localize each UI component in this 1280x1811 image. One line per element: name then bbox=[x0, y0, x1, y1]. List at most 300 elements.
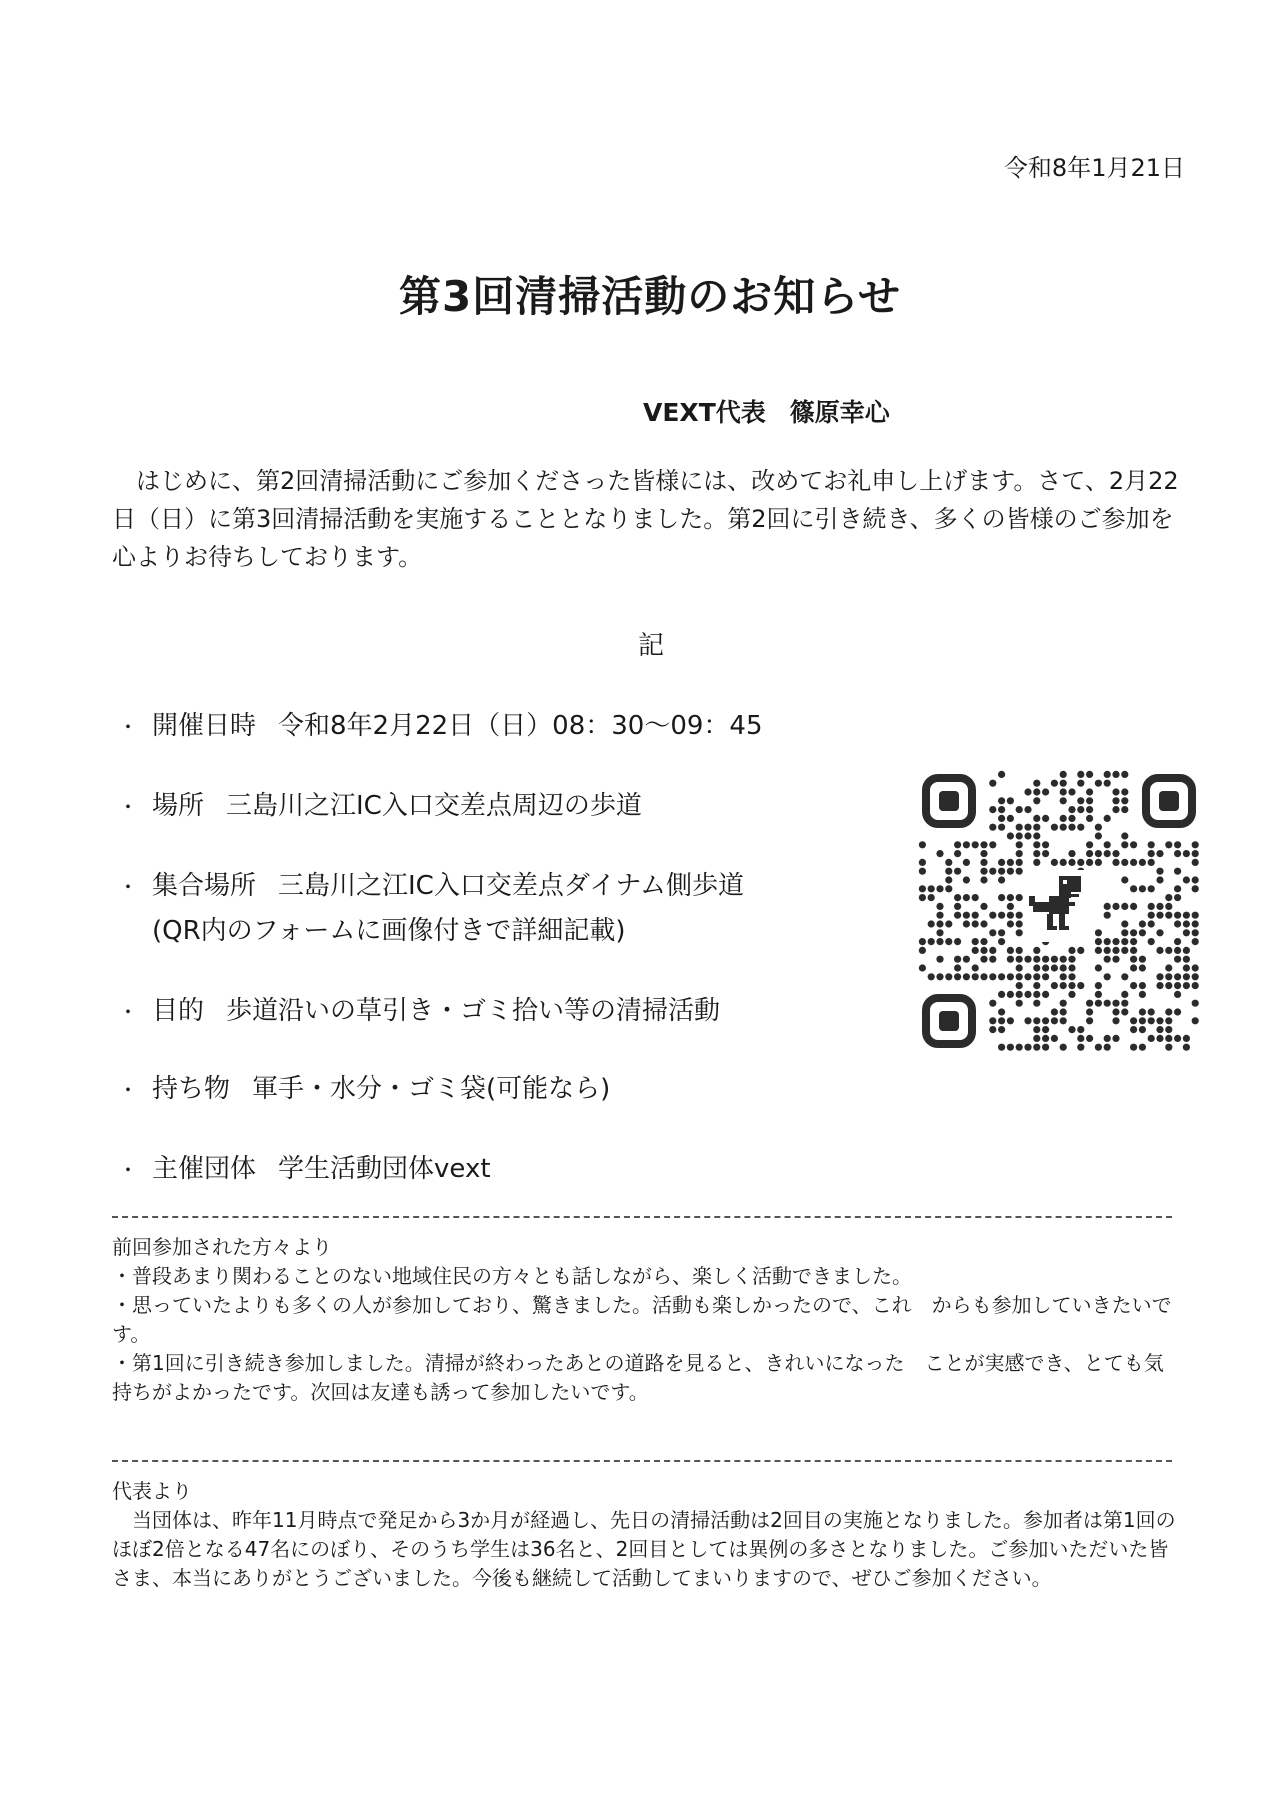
qr-module bbox=[1139, 991, 1146, 998]
qr-module bbox=[919, 885, 926, 892]
qr-module bbox=[963, 894, 970, 901]
detail-label: 集合場所 bbox=[152, 871, 257, 901]
message-body: 当団体は、昨年11月時点で発足から3か月が経過し、先日の清掃活動は2回目の実施となりました。参加者は第1回のほぼ2倍となる47名にのぼり、そのうち学生は36名と、2回目としては異例の多さとなりました。ご参加いただいた皆さま、本当にありがとうございました。今後も継続して活動してまいりますので、ぜひご参加ください。 bbox=[112, 1508, 1176, 1590]
qr-module bbox=[1130, 982, 1137, 989]
qr-module bbox=[1086, 850, 1093, 857]
qr-module bbox=[998, 876, 1005, 883]
qr-module bbox=[1042, 991, 1049, 998]
qr-module bbox=[1042, 1017, 1049, 1024]
qr-module bbox=[980, 903, 987, 910]
qr-module bbox=[1033, 832, 1040, 839]
qr-module bbox=[1112, 771, 1119, 778]
qr-finder-eye bbox=[939, 1011, 959, 1031]
detail-subnote: (QR内のフォームに画像付きで詳細記載) bbox=[152, 916, 626, 946]
qr-module bbox=[1148, 903, 1155, 910]
qr-module bbox=[1156, 850, 1163, 857]
qr-module bbox=[1165, 1026, 1172, 1033]
qr-module bbox=[998, 912, 1005, 919]
qr-module bbox=[1007, 868, 1014, 875]
qr-module bbox=[1077, 1026, 1084, 1033]
qr-module bbox=[1024, 991, 1031, 998]
qr-module bbox=[1183, 1035, 1190, 1042]
qr-module bbox=[1068, 859, 1075, 866]
qr-module bbox=[1024, 973, 1031, 980]
qr-module bbox=[1068, 982, 1075, 989]
qr-module bbox=[1165, 903, 1172, 910]
qr-module bbox=[945, 920, 952, 927]
qr-module bbox=[1033, 1026, 1040, 1033]
qr-module bbox=[1024, 1044, 1031, 1051]
qr-module bbox=[1104, 841, 1111, 848]
qr-module bbox=[1174, 1035, 1181, 1042]
qr-module bbox=[1060, 1000, 1067, 1007]
qr-module bbox=[1130, 841, 1137, 848]
qr-module bbox=[989, 806, 996, 813]
qr-module bbox=[989, 824, 996, 831]
qr-module bbox=[1165, 973, 1172, 980]
detail-label: 場所 bbox=[152, 791, 205, 821]
qr-module bbox=[1016, 841, 1023, 848]
qr-module bbox=[1042, 964, 1049, 971]
qr-module bbox=[1112, 947, 1119, 954]
qr-module bbox=[998, 938, 1005, 945]
qr-module bbox=[1016, 920, 1023, 927]
qr-module bbox=[1033, 973, 1040, 980]
representative-org: VEXT代表 bbox=[643, 398, 766, 427]
qr-module bbox=[1104, 850, 1111, 857]
qr-module bbox=[1192, 938, 1199, 945]
qr-module bbox=[1033, 841, 1040, 848]
qr-module bbox=[1104, 912, 1111, 919]
qr-module bbox=[1060, 956, 1067, 963]
qr-module bbox=[989, 973, 996, 980]
detail-item-organizer bbox=[118, 1148, 491, 1185]
qr-module bbox=[1095, 1044, 1102, 1051]
qr-module bbox=[972, 973, 979, 980]
qr-module bbox=[1007, 1044, 1014, 1051]
qr-module bbox=[1033, 956, 1040, 963]
qr-module bbox=[1130, 885, 1137, 892]
qr-module bbox=[1174, 991, 1181, 998]
qr-module bbox=[1183, 929, 1190, 936]
qr-module bbox=[972, 964, 979, 971]
qr-module bbox=[1007, 912, 1014, 919]
qr-module bbox=[1139, 1017, 1146, 1024]
qr-module bbox=[972, 912, 979, 919]
qr-module bbox=[1095, 938, 1102, 945]
qr-module bbox=[1192, 912, 1199, 919]
document-date: 令和8年1月21日 bbox=[1003, 154, 1185, 182]
qr-module bbox=[1033, 1000, 1040, 1007]
representative bbox=[643, 393, 890, 429]
qr-module bbox=[1183, 920, 1190, 927]
qr-module bbox=[1077, 982, 1084, 989]
qr-module bbox=[998, 1044, 1005, 1051]
qr-module bbox=[1156, 929, 1163, 936]
qr-module bbox=[1051, 1008, 1058, 1015]
qr-module bbox=[1174, 894, 1181, 901]
qr-module bbox=[998, 797, 1005, 804]
qr-module bbox=[1051, 1017, 1058, 1024]
divider bbox=[112, 1460, 1172, 1462]
detail-item-datetime bbox=[118, 705, 763, 742]
qr-module bbox=[1042, 1035, 1049, 1042]
qr-module bbox=[1121, 771, 1128, 778]
qr-module bbox=[1068, 824, 1075, 831]
qr-module bbox=[980, 868, 987, 875]
qr-module bbox=[1033, 991, 1040, 998]
qr-module bbox=[1174, 912, 1181, 919]
qr-module bbox=[1121, 947, 1128, 954]
qr-module bbox=[1024, 832, 1031, 839]
qr-module bbox=[1051, 859, 1058, 866]
bullet: ・ bbox=[118, 795, 138, 819]
qr-module bbox=[1148, 920, 1155, 927]
qr-module bbox=[954, 912, 961, 919]
qr-module bbox=[1165, 1044, 1172, 1051]
qr-module bbox=[1121, 788, 1128, 795]
qr-module bbox=[1148, 912, 1155, 919]
qr-module bbox=[1007, 956, 1014, 963]
qr-module bbox=[1139, 982, 1146, 989]
qr-module bbox=[1156, 1017, 1163, 1024]
qr-module bbox=[919, 964, 926, 971]
qr-module bbox=[1060, 973, 1067, 980]
detail-value: 軍手・水分・ゴミ袋(可能なら) bbox=[252, 1074, 611, 1104]
qr-module bbox=[1112, 956, 1119, 963]
qr-module bbox=[1165, 1008, 1172, 1015]
qr-module bbox=[1095, 929, 1102, 936]
qr-module bbox=[1192, 841, 1199, 848]
qr-module bbox=[1077, 824, 1084, 831]
qr-module bbox=[1156, 903, 1163, 910]
qr-module bbox=[1112, 859, 1119, 866]
qr-module bbox=[1156, 876, 1163, 883]
qr-module bbox=[1095, 832, 1102, 839]
qr-module bbox=[1016, 1044, 1023, 1051]
qr-module bbox=[936, 912, 943, 919]
qr-module bbox=[1104, 771, 1111, 778]
qr-module bbox=[1104, 973, 1111, 980]
qr-module bbox=[1156, 868, 1163, 875]
qr-module bbox=[1060, 964, 1067, 971]
qr-module bbox=[989, 912, 996, 919]
detail-label: 目的 bbox=[152, 996, 205, 1026]
qr-module bbox=[1192, 1017, 1199, 1024]
qr-module bbox=[1042, 815, 1049, 822]
qr-module bbox=[1086, 797, 1093, 804]
feedback-heading: 前回参加された方々より bbox=[112, 1235, 332, 1259]
message-section bbox=[112, 1477, 1182, 1593]
detail-label: 主催団体 bbox=[152, 1154, 257, 1184]
qr-module bbox=[1095, 850, 1102, 857]
qr-module bbox=[1121, 920, 1128, 927]
qr-module bbox=[1042, 841, 1049, 848]
bullet: ・ bbox=[118, 1158, 138, 1182]
qr-module bbox=[954, 894, 961, 901]
qr-module bbox=[1130, 903, 1137, 910]
qr-module bbox=[1077, 771, 1084, 778]
qr-module bbox=[1183, 850, 1190, 857]
qr-module bbox=[1068, 788, 1075, 795]
qr-module bbox=[1104, 956, 1111, 963]
qr-module bbox=[1165, 841, 1172, 848]
feedback-comment: ・思っていたよりも多くの人が参加しており、驚きました。活動も楽しかったので、これ からも参加していきたいです。 bbox=[112, 1293, 1172, 1346]
qr-module bbox=[1121, 903, 1128, 910]
qr-module bbox=[1174, 885, 1181, 892]
qr-module bbox=[1165, 964, 1172, 971]
qr-module bbox=[1007, 947, 1014, 954]
qr-module bbox=[1130, 929, 1137, 936]
qr-module bbox=[998, 815, 1005, 822]
qr-module bbox=[954, 938, 961, 945]
page-title: 第3回清掃活動のお知らせ bbox=[399, 272, 901, 321]
qr-module bbox=[963, 859, 970, 866]
qr-module bbox=[1104, 1044, 1111, 1051]
qr-module bbox=[1139, 956, 1146, 963]
qr-module bbox=[1130, 956, 1137, 963]
qr-module bbox=[998, 806, 1005, 813]
qr-module bbox=[1033, 964, 1040, 971]
qr-module bbox=[1095, 982, 1102, 989]
qr-module bbox=[1139, 1044, 1146, 1051]
qr-module bbox=[1156, 1035, 1163, 1042]
qr-module bbox=[1192, 1000, 1199, 1007]
qr-module bbox=[1112, 797, 1119, 804]
qr-module bbox=[1148, 1008, 1155, 1015]
qr-module bbox=[1051, 1035, 1058, 1042]
qr-module bbox=[1121, 806, 1128, 813]
qr-module bbox=[1148, 1017, 1155, 1024]
qr-module bbox=[936, 885, 943, 892]
qr-module bbox=[1192, 859, 1199, 866]
qr-module bbox=[1148, 885, 1155, 892]
qr-module bbox=[1033, 1044, 1040, 1051]
detail-item-place bbox=[118, 785, 642, 822]
qr-module bbox=[1174, 938, 1181, 945]
qr-module bbox=[1033, 982, 1040, 989]
qr-module bbox=[1016, 859, 1023, 866]
qr-module bbox=[1007, 1017, 1014, 1024]
qr-module bbox=[1042, 956, 1049, 963]
qr-module bbox=[989, 1000, 996, 1007]
qr-module bbox=[1060, 824, 1067, 831]
qr-module bbox=[1121, 859, 1128, 866]
qr-module bbox=[1086, 788, 1093, 795]
qr-module bbox=[1165, 1017, 1172, 1024]
qr-module bbox=[1112, 850, 1119, 857]
qr-module bbox=[998, 771, 1005, 778]
qr-module bbox=[1068, 964, 1075, 971]
qr-module bbox=[919, 938, 926, 945]
qr-module bbox=[1130, 1026, 1137, 1033]
qr-module bbox=[1112, 1035, 1119, 1042]
qr-module bbox=[998, 1026, 1005, 1033]
detail-item-purpose bbox=[118, 990, 720, 1027]
detail-item-meeting-place bbox=[118, 865, 744, 947]
qr-module bbox=[1086, 771, 1093, 778]
qr-module bbox=[1086, 1008, 1093, 1015]
qr-module bbox=[1033, 850, 1040, 857]
qr-module bbox=[980, 920, 987, 927]
qr-module bbox=[1130, 1017, 1137, 1024]
message-heading: 代表より bbox=[112, 1479, 192, 1503]
qr-module bbox=[998, 859, 1005, 866]
qr-module bbox=[1086, 1000, 1093, 1007]
qr-module bbox=[989, 929, 996, 936]
qr-module bbox=[1192, 850, 1199, 857]
qr-module bbox=[1086, 841, 1093, 848]
qr-module bbox=[1077, 1035, 1084, 1042]
qr-module bbox=[980, 973, 987, 980]
qr-module bbox=[1183, 876, 1190, 883]
qr-module bbox=[1051, 956, 1058, 963]
qr-module bbox=[1104, 1000, 1111, 1007]
qr-module bbox=[1095, 991, 1102, 998]
qr-module bbox=[1024, 806, 1031, 813]
qr-module bbox=[1016, 850, 1023, 857]
qr-module bbox=[928, 885, 935, 892]
qr-module bbox=[1016, 956, 1023, 963]
qr-module bbox=[1112, 938, 1119, 945]
qr-module bbox=[1060, 771, 1067, 778]
detail-value: 三島川之江IC入口交差点周辺の歩道 bbox=[226, 791, 642, 821]
qr-module bbox=[1024, 1017, 1031, 1024]
qr-module bbox=[928, 973, 935, 980]
qr-module bbox=[1156, 1026, 1163, 1033]
qr-module bbox=[1068, 1026, 1075, 1033]
detail-value: 三島川之江IC入口交差点ダイナム側歩道 bbox=[278, 871, 745, 901]
qr-module bbox=[936, 850, 943, 857]
qr-module bbox=[1007, 920, 1014, 927]
qr-module bbox=[1156, 912, 1163, 919]
qr-module bbox=[1016, 1000, 1023, 1007]
qr-module bbox=[1192, 964, 1199, 971]
qr-module bbox=[1033, 780, 1040, 787]
qr-module bbox=[1033, 1017, 1040, 1024]
qr-module bbox=[1192, 929, 1199, 936]
qr-module bbox=[945, 973, 952, 980]
qr-module bbox=[1121, 832, 1128, 839]
qr-module bbox=[1095, 780, 1102, 787]
qr-module bbox=[936, 929, 943, 936]
qr-module bbox=[963, 973, 970, 980]
qr-module bbox=[928, 894, 935, 901]
qr-module bbox=[1033, 788, 1040, 795]
qr-module bbox=[919, 841, 926, 848]
qr-module bbox=[1051, 780, 1058, 787]
qr-module bbox=[972, 920, 979, 927]
qr-module bbox=[1042, 1044, 1049, 1051]
qr-module bbox=[1016, 824, 1023, 831]
qr-module bbox=[963, 956, 970, 963]
qr-module bbox=[954, 964, 961, 971]
qr-module bbox=[1068, 806, 1075, 813]
qr-module bbox=[963, 920, 970, 927]
qr-module bbox=[1068, 815, 1075, 822]
qr-module bbox=[1033, 815, 1040, 822]
qr-module bbox=[954, 903, 961, 910]
qr-module bbox=[1139, 929, 1146, 936]
qr-module bbox=[1139, 1008, 1146, 1015]
qr-module bbox=[1174, 850, 1181, 857]
qr-module bbox=[1024, 956, 1031, 963]
qr-module bbox=[998, 894, 1005, 901]
qr-module bbox=[1112, 806, 1119, 813]
qr-module bbox=[1130, 964, 1137, 971]
qr-module bbox=[1148, 841, 1155, 848]
qr-module bbox=[1060, 1044, 1067, 1051]
qr-module bbox=[963, 912, 970, 919]
qr-module bbox=[989, 1026, 996, 1033]
qr-module bbox=[919, 894, 926, 901]
qr-module bbox=[1130, 1044, 1137, 1051]
qr-module bbox=[1016, 964, 1023, 971]
qr-module bbox=[1077, 806, 1084, 813]
qr-module bbox=[1121, 938, 1128, 945]
qr-module bbox=[1104, 1035, 1111, 1042]
qr-module bbox=[1165, 1035, 1172, 1042]
qr-module bbox=[1183, 973, 1190, 980]
qr-module bbox=[1139, 859, 1146, 866]
qr-module bbox=[1165, 912, 1172, 919]
qr-module bbox=[1007, 797, 1014, 804]
qr-module bbox=[1007, 991, 1014, 998]
qr-module bbox=[1007, 859, 1014, 866]
qr-module bbox=[1016, 912, 1023, 919]
qr-module bbox=[1174, 1008, 1181, 1015]
qr-module bbox=[1042, 788, 1049, 795]
qr-module bbox=[1165, 982, 1172, 989]
qr-module bbox=[1086, 806, 1093, 813]
qr-module bbox=[1192, 920, 1199, 927]
qr-module bbox=[1130, 938, 1137, 945]
qr-module bbox=[980, 859, 987, 866]
qr-module bbox=[1148, 859, 1155, 866]
qr-module bbox=[1033, 1035, 1040, 1042]
qr-module bbox=[1077, 859, 1084, 866]
qr-module bbox=[989, 868, 996, 875]
qr-module bbox=[1095, 824, 1102, 831]
qr-module bbox=[1051, 982, 1058, 989]
qr-module bbox=[1016, 806, 1023, 813]
qr-module bbox=[1104, 903, 1111, 910]
qr-module bbox=[1042, 850, 1049, 857]
qr-module bbox=[954, 973, 961, 980]
qr-module bbox=[1007, 832, 1014, 839]
qr-module bbox=[1183, 912, 1190, 919]
qr-module bbox=[1086, 815, 1093, 822]
feedback-comment: ・第1回に引き続き参加しました。清掃が終わったあとの道路を見ると、きれいになった ことが実感でき、とても気持ちがよかったです。次回は友達も誘って参加したいです。 bbox=[112, 1351, 1164, 1404]
qr-module bbox=[998, 973, 1005, 980]
divider bbox=[112, 1216, 1172, 1218]
detail-value: 歩道沿いの草引き・ゴミ拾い等の清掃活動 bbox=[226, 996, 721, 1026]
qr-module bbox=[1121, 1008, 1128, 1015]
qr-module bbox=[1042, 1026, 1049, 1033]
qr-code[interactable] bbox=[918, 770, 1200, 1052]
qr-module bbox=[936, 903, 943, 910]
qr-module bbox=[1112, 788, 1119, 795]
qr-module bbox=[1156, 973, 1163, 980]
qr-module bbox=[1016, 973, 1023, 980]
qr-module bbox=[1192, 876, 1199, 883]
bullet: ・ bbox=[118, 1000, 138, 1024]
qr-module bbox=[936, 973, 943, 980]
qr-module bbox=[1104, 780, 1111, 787]
qr-module bbox=[1016, 991, 1023, 998]
qr-module bbox=[989, 1017, 996, 1024]
qr-module bbox=[1024, 824, 1031, 831]
